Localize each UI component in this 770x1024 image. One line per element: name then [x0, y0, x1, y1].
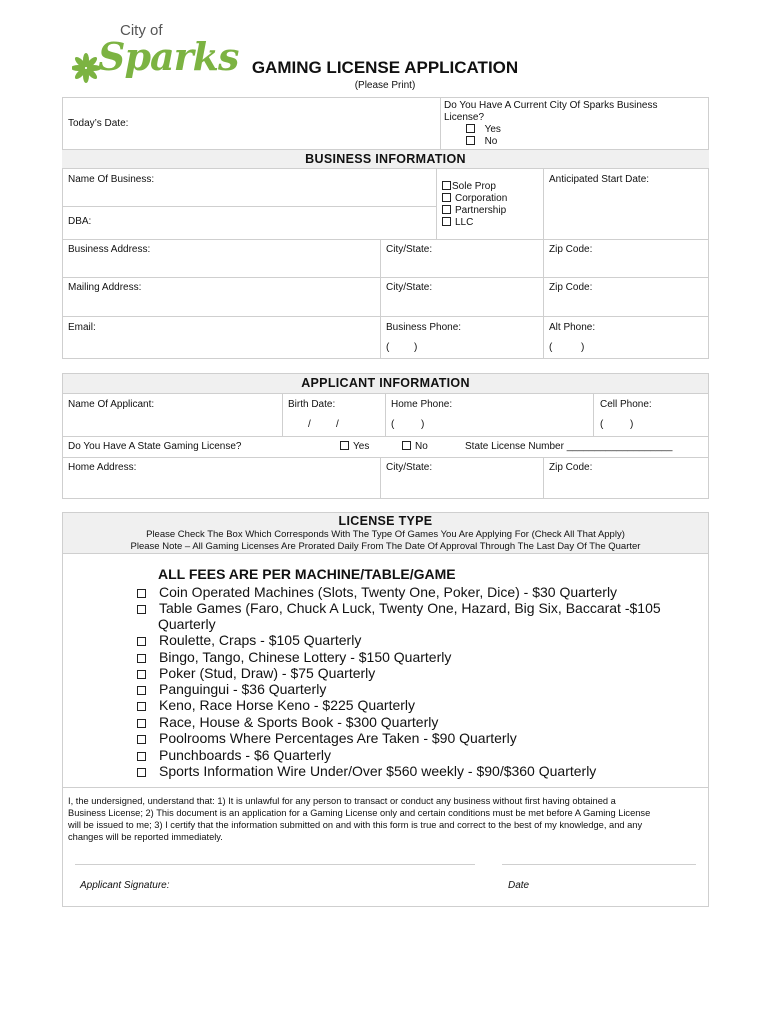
checkbox-icon[interactable] [137, 589, 146, 598]
birth-date-slash-2: / [336, 419, 339, 430]
declaration-line-2: Business License; 2) This document is an application for a Gaming License only and certain conditions must be met before A Gaming License [68, 808, 651, 818]
city-of-sparks-logo [72, 20, 239, 86]
declaration-line-3: will be issued to me; 3) I certify that the information submitted on and with this form is true and correct to the best of my knowledge, and any [68, 820, 643, 830]
logo-sparks: Sparks [98, 34, 239, 79]
license-note-2: Please Note – All Gaming Licenses Are Prorated Daily From The Date Of Approval Through The Last Day Of The Quarter [130, 541, 641, 552]
fee-item-table-games-cont: Quarterly [158, 616, 216, 632]
home-phone-label: Home Phone: [391, 399, 453, 410]
alt-phone-paren-close: ) [581, 342, 585, 353]
alt-phone-label: Alt Phone: [549, 322, 596, 333]
business-address-label: Business Address: [68, 244, 151, 255]
checkbox-icon[interactable] [137, 719, 146, 728]
home-address-label: Home Address: [68, 462, 137, 473]
business-name-label: Name Of Business: [68, 174, 155, 185]
home-phone-paren-close: ) [421, 419, 425, 430]
alt-phone-paren-open: ( [549, 342, 553, 353]
fee-item-poolrooms[interactable]: Poolrooms Where Percentages Are Taken - $90 Quarterly [137, 730, 517, 746]
license-note-1: Please Check The Box Which Corresponds With The Type Of Games You Are Applying For (Check All That Apply) [146, 529, 625, 540]
checkbox-icon[interactable] [442, 193, 451, 202]
applicant-heading: APPLICANT INFORMATION [301, 376, 470, 390]
fees-heading: ALL FEES ARE PER MACHINE/TABLE/GAME [158, 566, 456, 582]
cell-phone-paren-close: ) [630, 419, 634, 430]
license-heading: LICENSE TYPE [338, 514, 433, 528]
declaration-line-1: I, the undersigned, understand that: 1) It is unlawful for any person to transact or conduct any business without first having obtained a [68, 796, 616, 806]
fee-item-poker[interactable]: Poker (Stud, Draw) - $75 Quarterly [137, 665, 375, 681]
logo-city-of: City of [120, 22, 163, 39]
checkbox-icon[interactable] [442, 217, 451, 226]
todays-date-label: Today’s Date: [68, 118, 129, 129]
birth-date-label: Birth Date: [288, 399, 336, 410]
business-phone-paren-close: ) [414, 342, 418, 353]
checkbox-icon[interactable] [442, 205, 451, 214]
applicant-zip-label: Zip Code: [549, 462, 593, 473]
checkbox-icon[interactable] [137, 637, 146, 646]
business-license-question: Do You Have A Current City Of Sparks Business [444, 100, 658, 111]
home-phone-paren-open: ( [391, 419, 395, 430]
state-license-yes[interactable]: Yes [340, 441, 369, 452]
checkbox-icon[interactable] [137, 654, 146, 663]
fee-item-table-games[interactable]: Table Games (Faro, Chuck A Luck, Twenty One, Hazard, Big Six, Baccarat -$105 [137, 600, 661, 616]
checkbox-icon[interactable] [466, 136, 475, 145]
dba-label: DBA: [68, 216, 92, 227]
business-phone-label: Business Phone: [386, 322, 462, 333]
business-heading: BUSINESS INFORMATION [305, 152, 466, 166]
business-license-yes[interactable]: Yes [466, 124, 501, 135]
mailing-address-label: Mailing Address: [68, 282, 142, 293]
business-phone-paren-open: ( [386, 342, 390, 353]
fee-item-roulette[interactable]: Roulette, Craps - $105 Quarterly [137, 632, 361, 648]
checkbox-icon[interactable] [137, 670, 146, 679]
page-title: GAMING LICENSE APPLICATION [251, 58, 519, 77]
checkbox-icon[interactable] [137, 768, 146, 777]
checkbox-icon[interactable] [137, 702, 146, 711]
business-zip-label: Zip Code: [549, 244, 593, 255]
declaration-line-4: changes will be reported immediately. [68, 832, 223, 842]
checkbox-icon[interactable] [402, 441, 411, 450]
checkbox-icon[interactable] [137, 686, 146, 695]
type-corporation[interactable]: Corporation [442, 193, 507, 204]
business-license-question-cont: License? [444, 112, 485, 123]
mailing-zip-label: Zip Code: [549, 282, 593, 293]
applicant-name-label: Name Of Applicant: [68, 399, 155, 410]
birth-date-slash-1: / [308, 419, 311, 430]
state-license-no[interactable]: No [402, 441, 428, 452]
checkbox-icon[interactable] [442, 181, 451, 190]
fee-item-coin-machines[interactable]: Coin Operated Machines (Slots, Twenty One, Poker, Dice) - $30 Quarterly [137, 584, 617, 600]
page-subtitle: (Please Print) [354, 80, 416, 91]
cell-phone-label: Cell Phone: [600, 399, 652, 410]
applicant-signature-line[interactable] [75, 864, 475, 865]
date-label: Date [508, 880, 530, 891]
checkbox-icon[interactable] [466, 124, 475, 133]
type-partnership[interactable]: Partnership [442, 205, 506, 216]
applicant-city-state-label: City/State: [386, 462, 433, 473]
type-sole-prop[interactable]: Sole Prop [442, 181, 496, 192]
state-license-number-label: State License Number ___________________ [465, 441, 673, 452]
business-license-no[interactable]: No [466, 136, 497, 147]
type-llc[interactable]: LLC [442, 217, 473, 228]
mailing-city-state-label: City/State: [386, 282, 433, 293]
cell-phone-paren-open: ( [600, 419, 604, 430]
date-signature-line[interactable] [502, 864, 696, 865]
fee-item-keno[interactable]: Keno, Race Horse Keno - $225 Quarterly [137, 697, 415, 713]
checkbox-icon[interactable] [137, 605, 146, 614]
applicant-signature-label: Applicant Signature: [80, 880, 170, 891]
fee-item-bingo[interactable]: Bingo, Tango, Chinese Lottery - $150 Quarterly [137, 649, 451, 665]
email-label: Email: [68, 322, 96, 333]
checkbox-icon[interactable] [340, 441, 349, 450]
business-city-state-label: City/State: [386, 244, 433, 255]
checkbox-icon[interactable] [137, 735, 146, 744]
checkbox-icon[interactable] [137, 752, 146, 761]
fee-item-sports-wire[interactable]: Sports Information Wire Under/Over $560 weekly - $90/$360 Quarterly [137, 763, 596, 779]
fee-item-race-book[interactable]: Race, House & Sports Book - $300 Quarterly [137, 714, 438, 730]
state-gaming-license-question: Do You Have A State Gaming License? [68, 441, 242, 452]
fee-item-panguingui[interactable]: Panguingui - $36 Quarterly [137, 681, 326, 697]
start-date-label: Anticipated Start Date: [549, 174, 650, 185]
fee-item-punchboards[interactable]: Punchboards - $6 Quarterly [137, 747, 331, 763]
